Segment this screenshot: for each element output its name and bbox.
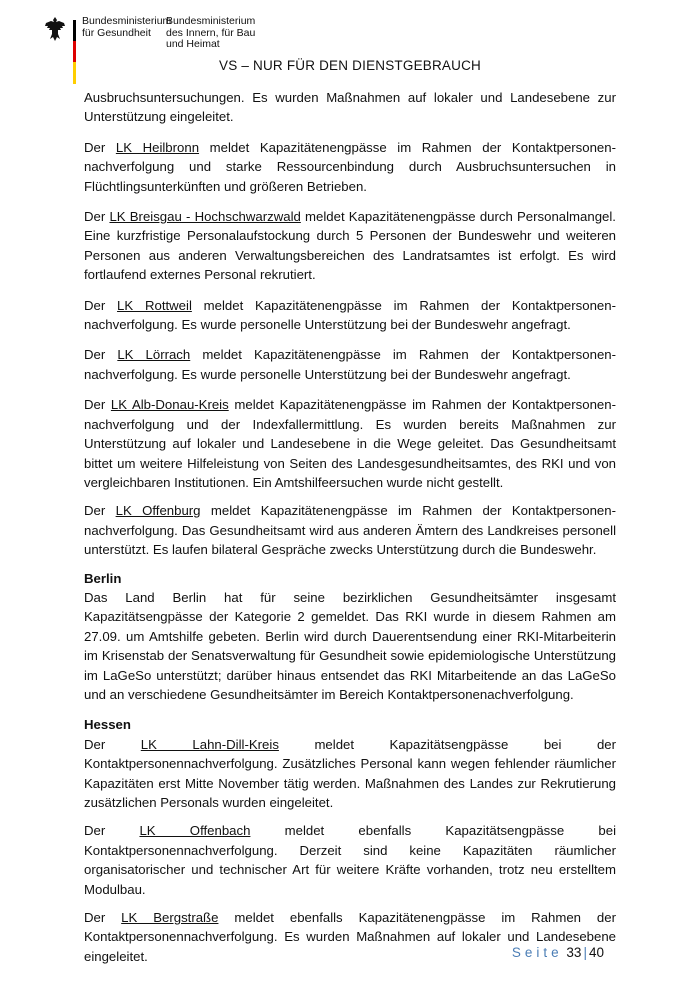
district-name: LK Heilbronn bbox=[115, 139, 200, 155]
paragraph: Das Land Berlin hat für seine bezirklichen Gesundheitsämter insgesamt Kapazitätsengpässe der Kategorie 2 gemeldet. Das RKI wurde in diesem Rahmen am 27.09. um Amtshilfe gebeten. Berlin wird durch Dauerentsendung einer RKI-Mitarbeiterin im Krisenstab der Senatsverwaltung für Gesundheit sowie epidemiologische Unterstützung im LaGeSo unterstützt; darüber hinaus entsendet das RKI Mitarbeitende an das LaGeSo und an verschiedene Gesundheitsämter im Bereich Kontaktpersonenachverfolgung. bbox=[84, 589, 616, 702]
ministry-health-name: Bundesministerium für Gesundheit bbox=[82, 15, 172, 39]
paragraph: Ausbruchsuntersuchungen. Es wurden Maßnahmen auf lokaler und Landesebene zur Unterstützung eingeleitet. bbox=[84, 90, 616, 125]
paragraph: Der LK Breisgau - Hochschwarzwald meldet Kapazitätenengpässe durch Personalmangel. Eine kurzfristige Personalaufstockung durch 5 Personen der Bundeswehr und weiteren Personen aus anderen Verwaltungsbereichen des Landratsamtes ist erfolgt. Es wird fortlaufend externes Personal rekrutiert. bbox=[84, 209, 616, 283]
page-label: Seite bbox=[511, 945, 563, 960]
paragraph: Der LK Heilbronn meldet Kapazitätenengpässe im Rahmen der Kontaktpersonen-nachverfolgung und starke Ressourcenbindung durch Ausbruchsuntersuchen in Flüchtlingsunterkünften und größeren Betrieben. bbox=[84, 139, 616, 194]
district-name: LK Lörrach bbox=[117, 347, 191, 363]
paragraph: Der LK Lahn-Dill-Kreis meldet Kapazitätsengpässe bei der Kontaktpersonennachverfolgung. Zusätzliches Personal kann wegen fehlender räumlicher Kapazitäten erst Mitte November tätig werden. Maßnahmen des Landes zur Rekrutierung zusätzlichen Personals wurden eingeleitet. bbox=[84, 736, 617, 810]
paragraph: Der LK Offenburg meldet Kapazitätenengpässe im Rahmen der Kontaktpersonen-nachverfolgung. Das Gesundheitsamt wird aus anderen Ämtern des Landkreises personell unterstützt. Es laufen bilateral Gespräche zwecks Unterstützung durch die Bundeswehr. bbox=[84, 503, 616, 558]
page-number bbox=[512, 945, 604, 960]
paragraph: Der LK Rottweil meldet Kapazitätenengpässe im Rahmen der Kontaktpersonen-nachverfolgung. Es wurde personelle Unterstützung bei der Bundeswehr angefragt. bbox=[84, 297, 616, 333]
ministry-interior-name: Bundesministerium des Innern, für Bau und Heimat bbox=[166, 15, 256, 50]
page-separator: | bbox=[583, 945, 587, 960]
section-heading-berlin: Berlin bbox=[84, 570, 122, 586]
district-name: LK Breisgau - Hochschwarzwald bbox=[109, 209, 301, 225]
district-name: LK Offenbach bbox=[139, 823, 251, 839]
current-page: 33 bbox=[566, 945, 582, 960]
section-heading-hessen: Hessen bbox=[84, 717, 131, 733]
paragraph: Der LK Bergstraße meldet ebenfalls Kapazitätenengpässe im Rahmen der Kontaktpersonennachverfolgung. Es wurden Maßnahmen auf lokaler und Landesebene eingeleitet. bbox=[84, 910, 616, 964]
district-name: LK Lahn-Dill-Kreis bbox=[140, 736, 279, 752]
classification-label: VS – NUR FÜR DEN DIENSTGEBRAUCH bbox=[219, 58, 481, 73]
district-name: LK Offenburg bbox=[115, 503, 201, 519]
district-name: LK Rottweil bbox=[117, 297, 192, 313]
total-pages: 40 bbox=[588, 945, 604, 960]
paragraph: Der LK Alb-Donau-Kreis meldet Kapazitätenengpässe im Rahmen der Kontaktpersonen-nachverfolgung und der Indexfallermittlung. Es wurden bereits Maßnahmen zur Unterstützung auf lokaler und Landesebene in die Wege geleitet. Das Gesundheitsamt bittet um weitere Hilfeleistung von Seiten des Landesgesundheitsamtes, des RKI und von vergleichbaren Institutionen. Ein Amtshilfeersuchen wurde nicht gestellt. bbox=[84, 397, 616, 490]
district-name: LK Bergstraße bbox=[121, 910, 219, 926]
german-flag-stripe bbox=[73, 20, 76, 84]
document-body bbox=[84, 88, 616, 977]
federal-eagle-icon bbox=[44, 16, 66, 42]
paragraph: Der LK Lörrach meldet Kapazitätenengpässe im Rahmen der Kontaktpersonen-nachverfolgung. Es wurde personelle Unterstützung bei der Bundeswehr angefragt. bbox=[84, 347, 616, 382]
paragraph: Der LK Offenbach meldet ebenfalls Kapazitätsengpässe bei Kontaktpersonennachverfolgung. Derzeit sind keine Kapazitäten räumlicher organisatorischer und technischer Art für weitere Kräfte vorhanden, trotz neu erstelltem Modulbau. bbox=[84, 823, 616, 897]
district-name: LK Alb-Donau-Kreis bbox=[110, 397, 229, 413]
